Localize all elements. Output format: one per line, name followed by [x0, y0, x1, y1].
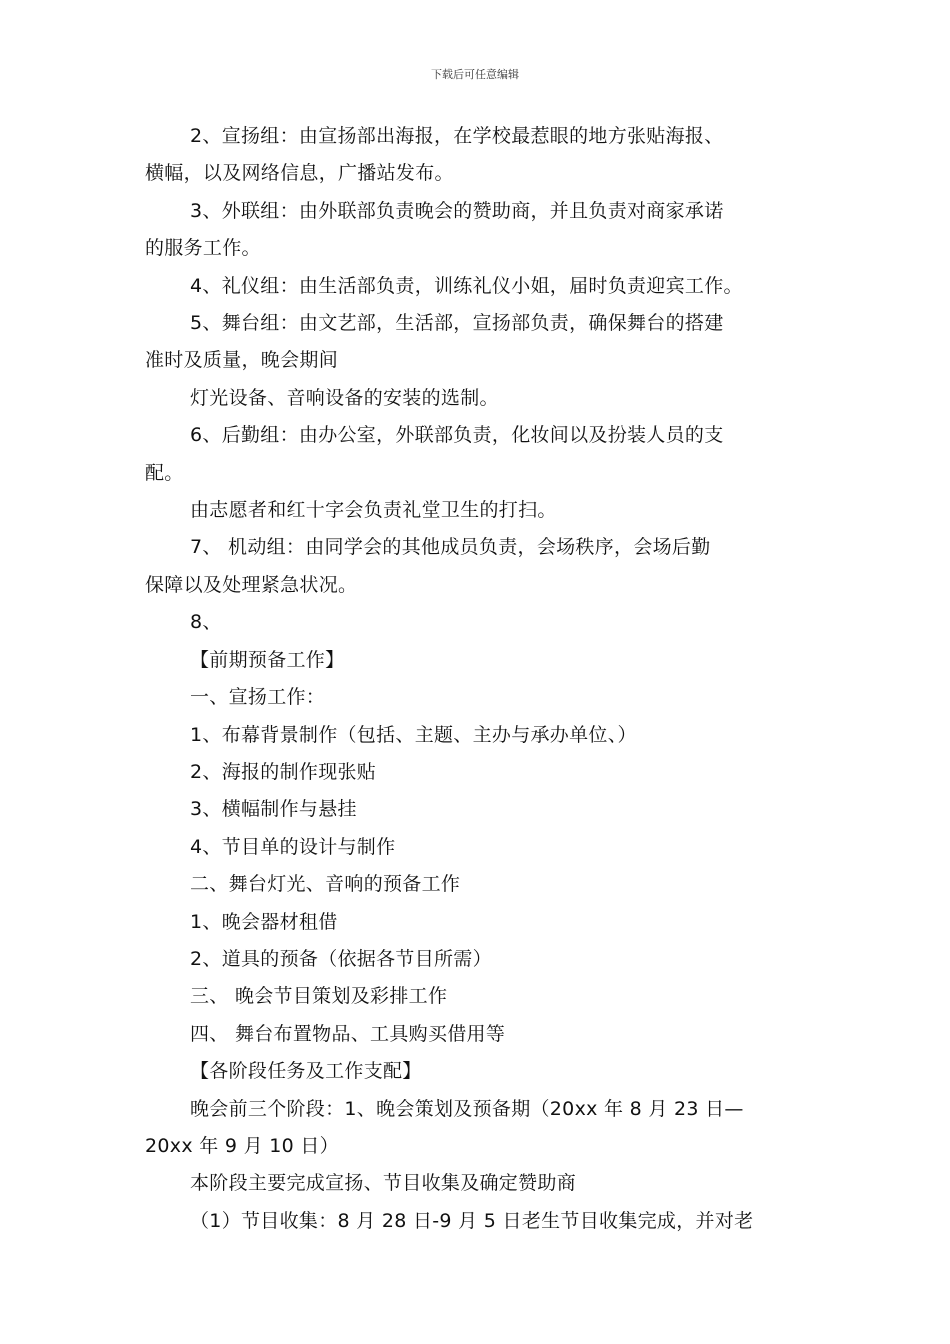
text-line: 8、	[190, 611, 222, 634]
text-line: 灯光设备、音响设备的安装的选制。	[190, 386, 499, 409]
text-line: 晚会前三个阶段：1、晚会策划及预备期（20xx 年 8 月 23 日—	[190, 1097, 744, 1120]
text-line: 的服务工作。	[145, 237, 261, 260]
text-line: 20xx 年 9 月 10 日）	[145, 1134, 339, 1157]
text-line: 二、舞台灯光、音响的预备工作	[190, 873, 461, 896]
text-line: 2、宣扬组：由宣扬部出海报，在学校最惹眼的地方张贴海报、	[190, 125, 724, 147]
text-line: 1、布幕背景制作（包括、主题、主办与承办单位、）	[190, 723, 637, 746]
text-line: 横幅，以及网络信息，广播站发布。	[145, 162, 454, 185]
text-line: 配。	[145, 461, 184, 484]
text-line: 4、节目单的设计与制作	[190, 835, 396, 858]
text-line: 4、礼仪组：由生活部负责，训练礼仪小姐，届时负责迎宾工作。	[190, 274, 743, 297]
text-line: 四、 舞台布置物品、工具购买借用等	[190, 1022, 506, 1045]
text-line: 一、宣扬工作：	[190, 686, 326, 709]
text-line: 3、横幅制作与悬挂	[190, 798, 357, 821]
text-line: （1）节目收集：8 月 28 日-9 月 5 日老生节目收集完成，并对老	[190, 1209, 754, 1232]
text-line: 保障以及处理紧急状况。	[145, 573, 358, 596]
page-header: 下载后可任意编辑	[431, 68, 519, 81]
text-line: 6、后勤组：由办公室，外联部负责，化妆间以及扮装人员的支	[190, 424, 724, 447]
text-line: 7、 机动组：由同学会的其他成员负责，会场秩序，会场后勤	[190, 536, 711, 559]
text-line: 准时及质量，晚会期间	[145, 349, 339, 372]
text-line: 1、晚会器材租借	[190, 910, 338, 933]
text-line: 3、外联组：由外联部负责晚会的赞助商，并且负责对商家承诺	[190, 199, 724, 222]
text-line: 三、 晚会节目策划及彩排工作	[190, 985, 448, 1008]
text-line: 【前期预备工作】	[190, 648, 345, 671]
text-line: 5、舞台组：由文艺部，生活部，宣扬部负责，确保舞台的搭建	[190, 312, 724, 335]
text-line: 2、道具的预备（依据各节目所需）	[190, 947, 492, 970]
text-line: 由志愿者和红十字会负责礼堂卫生的打扫。	[190, 499, 557, 522]
text-line: 【各阶段任务及工作支配】	[190, 1060, 422, 1083]
text-line: 2、海报的制作现张贴	[190, 760, 377, 783]
text-line: 本阶段主要完成宣扬、节目收集及确定赞助商	[190, 1172, 577, 1195]
document-body	[145, 118, 820, 1240]
